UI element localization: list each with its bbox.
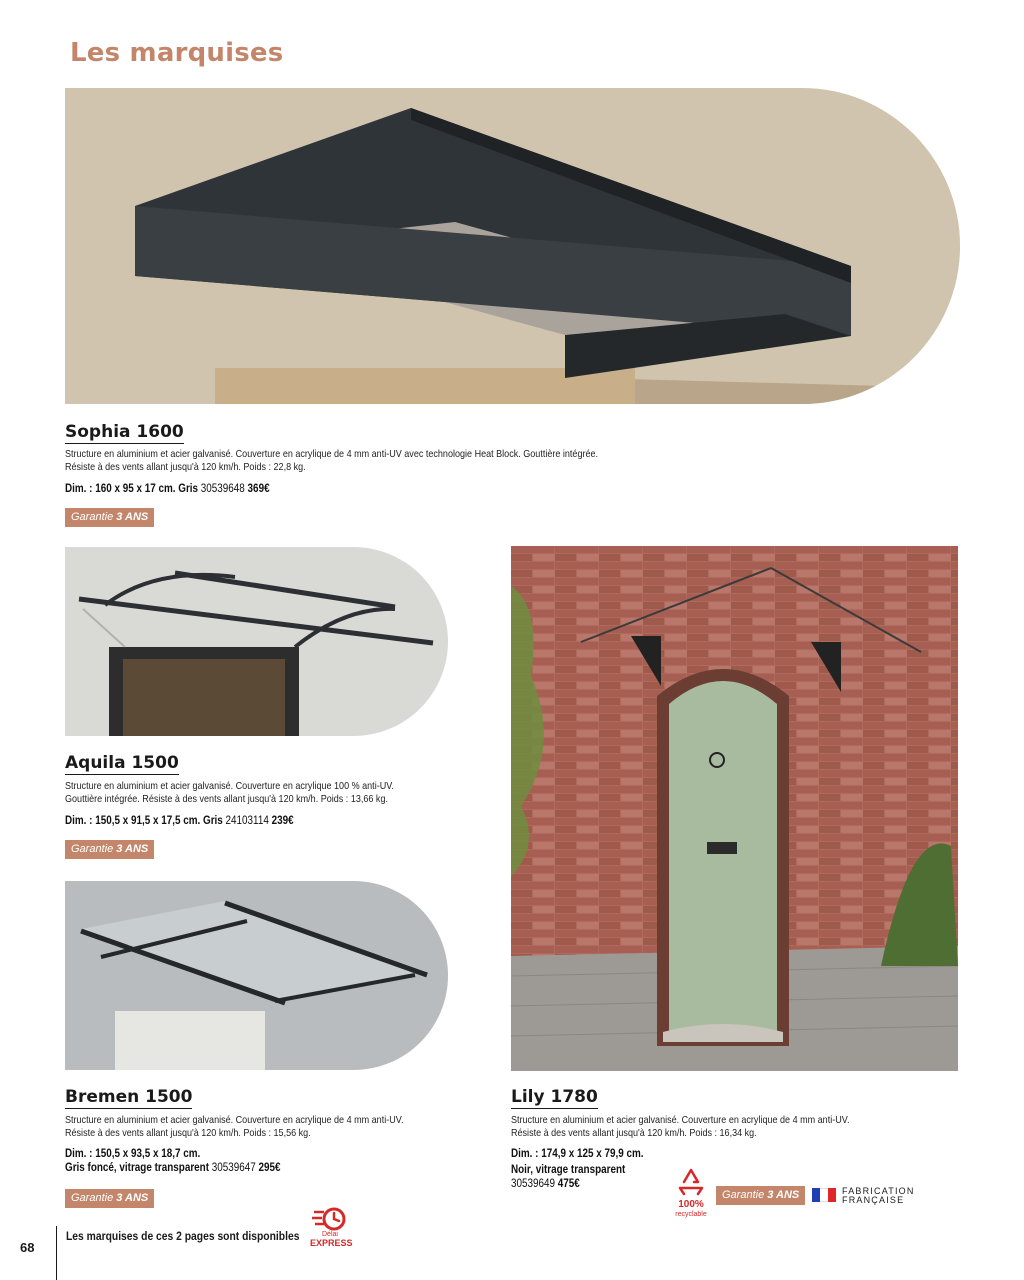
sophia-warranty-badge: Garantie 3 ANS bbox=[65, 508, 154, 527]
lily-photo bbox=[511, 546, 958, 1071]
sophia-spec bbox=[65, 482, 270, 496]
bremen-title: Bremen 1500 bbox=[65, 1087, 193, 1107]
aquila-warranty-badge: Garantie 3 ANS bbox=[65, 840, 154, 859]
express-delivery-icon bbox=[312, 1205, 348, 1233]
sophia-photo bbox=[65, 88, 960, 404]
lily-dimensions: Dim. : 174,9 x 125 x 79,9 cm. bbox=[511, 1148, 644, 1160]
page-number: 68 bbox=[20, 1240, 35, 1255]
sophia-description-line-2: Résiste à des vents allant jusqu'à 120 km/h. Poids : 22,8 kg. bbox=[65, 461, 306, 473]
bremen-warranty-badge: Garantie 3 ANS bbox=[65, 1189, 154, 1208]
aquila-spec bbox=[65, 814, 294, 828]
page-divider bbox=[56, 1226, 57, 1280]
french-flag-icon bbox=[812, 1188, 836, 1202]
aquila-price: 239€ bbox=[271, 815, 294, 827]
sophia-price: 369€ bbox=[247, 483, 270, 495]
lily-color: Noir, vitrage transparent bbox=[511, 1164, 626, 1176]
aquila-title: Aquila 1500 bbox=[65, 753, 179, 773]
bremen-description-line-2: Résiste à des vents allant jusqu'à 120 km/h. Poids : 15,56 kg. bbox=[65, 1127, 311, 1139]
lily-spec bbox=[511, 1177, 580, 1191]
aquila-dimensions: Dim. : 150,5 x 91,5 x 17,5 cm. Gris bbox=[65, 815, 223, 827]
recycle-icon bbox=[676, 1168, 706, 1196]
fabrication-francaise-label: FABRICATION FRANÇAISE bbox=[842, 1186, 915, 1205]
bremen-dimensions: Dim. : 150,5 x 93,5 x 18,7 cm. bbox=[65, 1148, 201, 1160]
bremen-photo bbox=[65, 881, 448, 1070]
aquila-photo bbox=[65, 547, 448, 736]
bremen-description-line-1: Structure en aluminium et acier galvanisé. Couverture en acrylique de 4 mm anti-UV. bbox=[65, 1114, 404, 1126]
lily-description-line-2: Résiste à des vents allant jusqu'à 120 km/h. Poids : 16,34 kg. bbox=[511, 1127, 757, 1139]
lily-title: Lily 1780 bbox=[511, 1087, 598, 1107]
bremen-price: 295€ bbox=[258, 1162, 281, 1174]
page-title: Les marquises bbox=[70, 38, 284, 68]
delai-express-badge: Délai EXPRESS bbox=[308, 1205, 352, 1255]
lily-description-line-1: Structure en aluminium et acier galvanisé. Couverture en acrylique de 4 mm anti-UV. bbox=[511, 1114, 850, 1126]
bremen-color: Gris foncé, vitrage transparent bbox=[65, 1162, 210, 1174]
aquila-reference: 24103114 bbox=[225, 815, 269, 827]
aquila-description-line-2: Gouttière intégrée. Résiste à des vents allant jusqu'à 120 km/h. Poids : 13,66 kg. bbox=[65, 793, 388, 805]
lily-price: 475€ bbox=[557, 1178, 580, 1190]
footer-note: Les marquises de ces 2 pages sont disponibles bbox=[66, 1229, 300, 1243]
lily-reference: 30539649 bbox=[511, 1178, 556, 1190]
sophia-dimensions: Dim. : 160 x 95 x 17 cm. Gris bbox=[65, 483, 199, 495]
bremen-reference: 30539647 bbox=[211, 1162, 256, 1174]
sophia-description-line-1: Structure en aluminium et acier galvanisé. Couverture en acrylique de 4 mm anti-UV avec technologie Heat Block. Gouttière intégrée. bbox=[65, 448, 599, 460]
recyclable-badge: 100% recyclable bbox=[668, 1168, 714, 1224]
sophia-reference: 30539648 bbox=[200, 483, 245, 495]
bremen-spec bbox=[65, 1161, 281, 1175]
sophia-title: Sophia 1600 bbox=[65, 422, 184, 442]
aquila-description-line-1: Structure en aluminium et acier galvanisé. Couverture en acrylique 100 % anti-UV. bbox=[65, 780, 394, 792]
lily-warranty-badge: Garantie 3 ANS bbox=[716, 1186, 805, 1205]
